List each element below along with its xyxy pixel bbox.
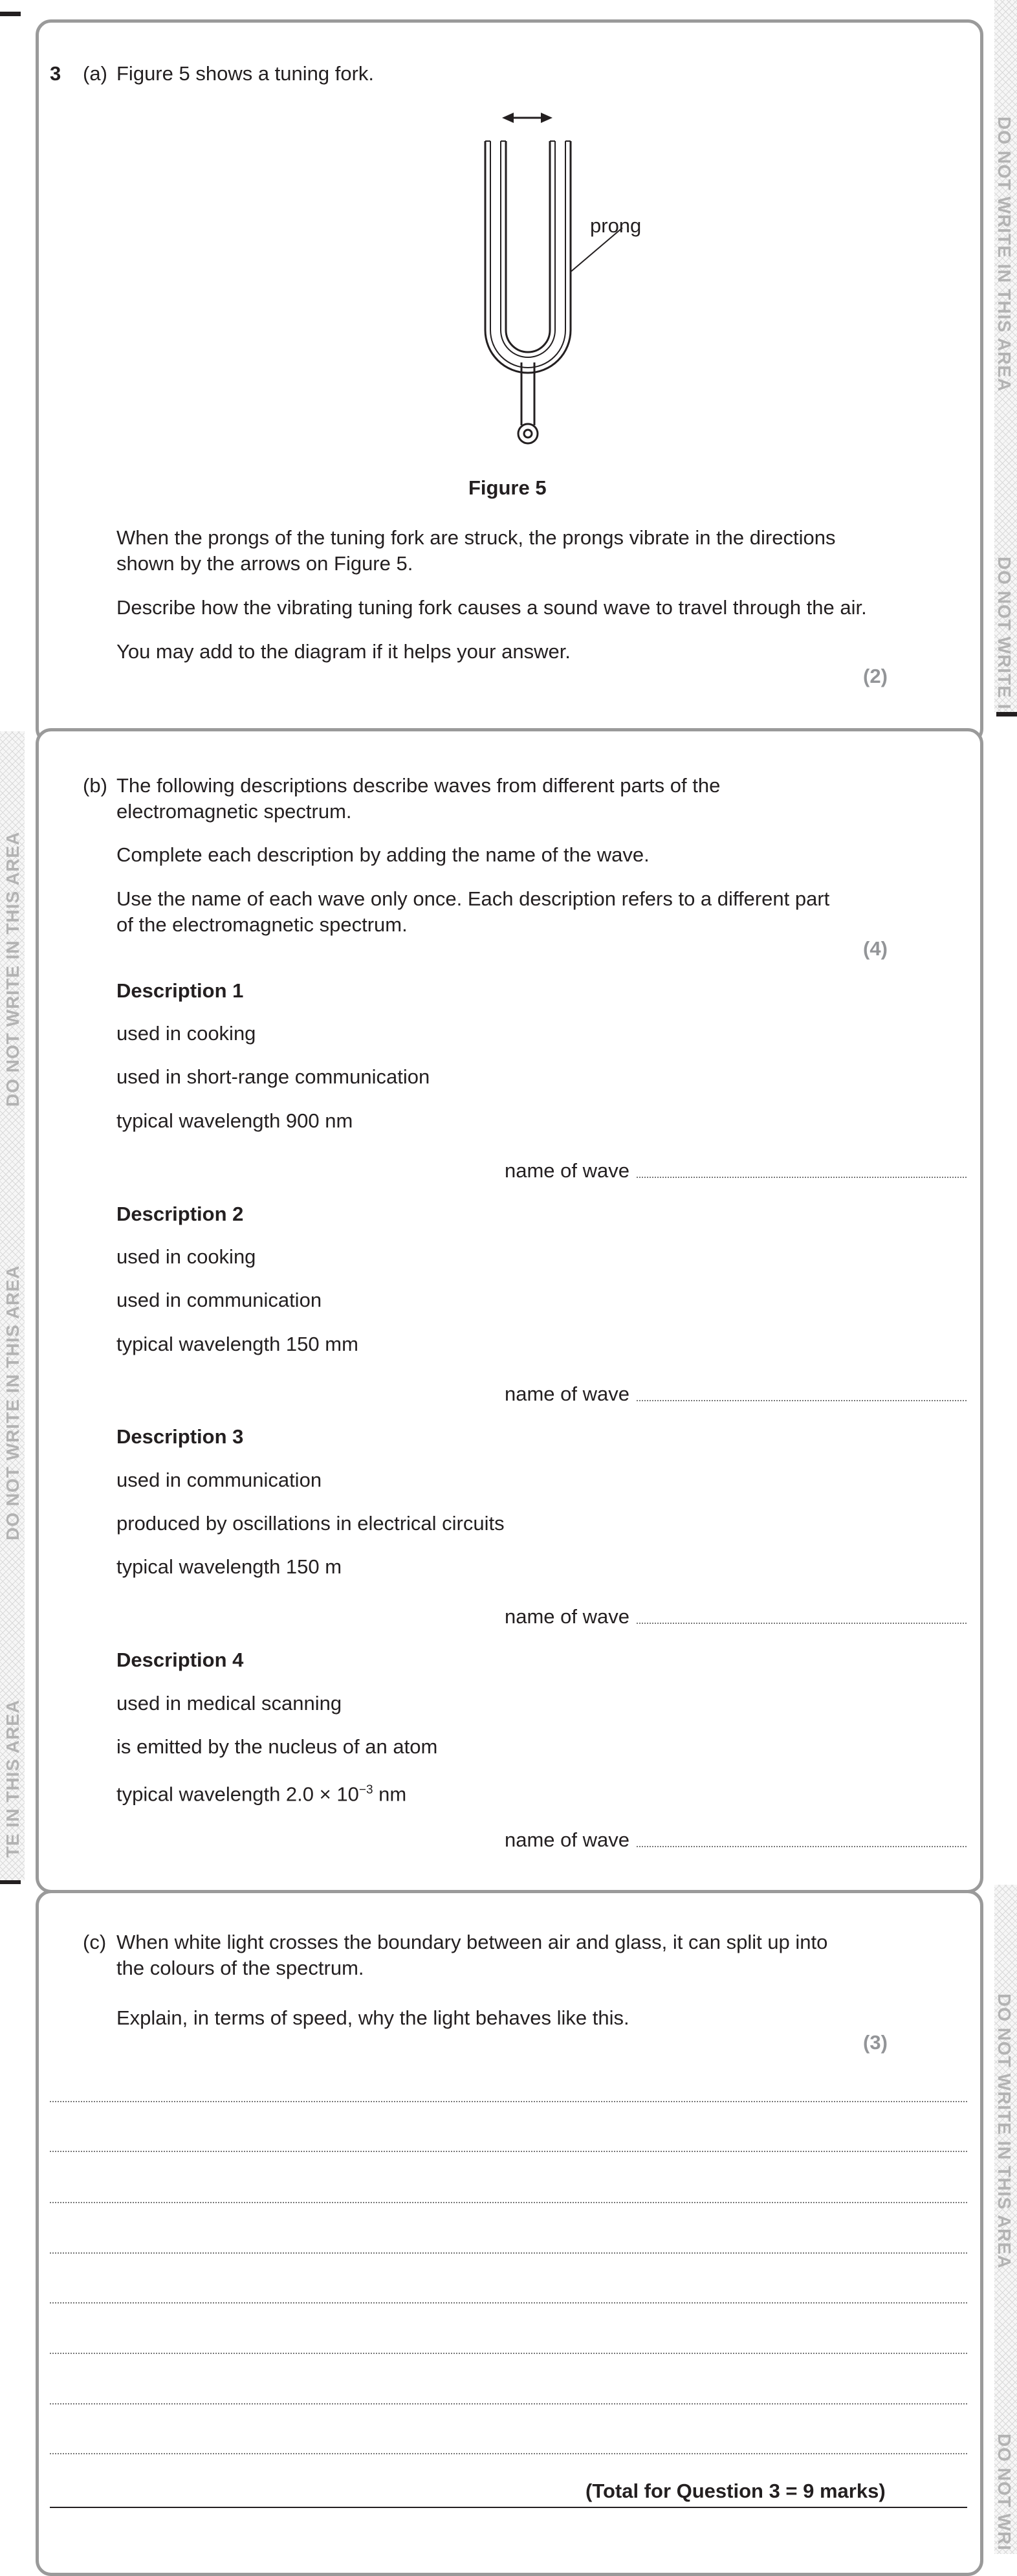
answer-line[interactable] — [50, 2353, 967, 2354]
margin-warning-left-2: DO NOT WRITE IN THIS AREA — [3, 1265, 23, 1540]
answer-line[interactable] — [50, 2202, 967, 2203]
tuning-fork-figure — [453, 104, 686, 453]
description-4-line: is emitted by the nucleus of an atom — [116, 1735, 438, 1758]
answer-line[interactable] — [50, 2302, 967, 2304]
description-3-line: typical wavelength 150 m — [116, 1555, 342, 1578]
question-total: (Total for Question 3 = 9 marks) — [585, 2480, 886, 2502]
figure-caption: Figure 5 — [468, 476, 547, 499]
wavelength-exponent: −3 — [358, 1783, 373, 1797]
margin-warning-left-3: TE IN THIS AREA — [3, 1699, 23, 1858]
corner-mark-mid-left — [0, 1880, 21, 1884]
part-a-para1-line2: shown by the arrows on Figure 5. — [116, 552, 413, 575]
wavelength-prefix: typical wavelength 2.0 × 10 — [116, 1782, 359, 1806]
description-3-line: produced by oscillations in electrical circuits — [116, 1512, 505, 1535]
part-c-marks: (3) — [863, 2031, 888, 2054]
name-of-wave-answer-line-4[interactable] — [637, 1846, 967, 1847]
part-b-instruction2-line1: Use the name of each wave only once. Each description refers to a different part — [116, 887, 830, 910]
description-3-line: used in communication — [116, 1469, 322, 1491]
part-a-marks: (2) — [863, 665, 888, 687]
name-of-wave-label-1: name of wave — [505, 1159, 629, 1182]
part-b-label: (b) — [83, 774, 107, 797]
part-a-para1-line1: When the prongs of the tuning fork are struck, the prongs vibrate in the directions — [116, 526, 836, 549]
description-2-title: Description 2 — [116, 1203, 244, 1225]
corner-mark-top-left — [0, 12, 21, 16]
name-of-wave-label-2: name of wave — [505, 1382, 629, 1405]
description-3-title: Description 3 — [116, 1425, 244, 1448]
margin-warning-left-1: DO NOT WRITE IN THIS AREA — [3, 831, 23, 1107]
description-1-title: Description 1 — [116, 979, 244, 1002]
margin-warning-right-3: DO NOT WRITE IN THIS AREA — [994, 1993, 1014, 2269]
name-of-wave-answer-line-1[interactable] — [637, 1177, 967, 1178]
part-b-instruction1: Complete each description by adding the name of the wave. — [116, 843, 650, 866]
answer-line[interactable] — [50, 2453, 967, 2454]
part-b-intro-line1: The following descriptions describe waves from different parts of the — [116, 774, 721, 797]
name-of-wave-label-4: name of wave — [505, 1828, 629, 1851]
part-a-para3: You may add to the diagram if it helps your answer. — [116, 640, 571, 663]
description-4-line: used in medical scanning — [116, 1692, 342, 1715]
name-of-wave-answer-line-2[interactable] — [637, 1400, 967, 1401]
answer-line[interactable] — [50, 2151, 967, 2152]
answer-line[interactable] — [50, 2252, 967, 2254]
margin-warning-right-4: DO NOT WRI — [994, 2434, 1014, 2551]
answer-line[interactable] — [50, 2101, 967, 2102]
question-number: 3 — [50, 62, 61, 85]
wavelength-unit: nm — [373, 1782, 407, 1806]
part-b-instruction2-line2: of the electromagnetic spectrum. — [116, 913, 408, 936]
part-a-intro: Figure 5 shows a tuning fork. — [116, 62, 375, 85]
vibration-arrow-icon — [502, 113, 552, 123]
corner-mark-mid-right — [996, 712, 1017, 716]
name-of-wave-answer-line-3[interactable] — [637, 1623, 967, 1624]
prong-label: prong — [590, 214, 642, 237]
description-2-line: used in communication — [116, 1289, 322, 1311]
description-4-title: Description 4 — [116, 1649, 244, 1671]
description-1-line: used in short-range communication — [116, 1065, 430, 1088]
part-b-intro-line2: electromagnetic spectrum. — [116, 800, 352, 823]
description-2-line: typical wavelength 150 mm — [116, 1333, 358, 1355]
part-a-label: (a) — [83, 62, 107, 85]
margin-warning-right-1: DO NOT WRITE IN THIS AREA — [994, 117, 1014, 392]
part-c-label: (c) — [83, 1931, 107, 1953]
description-2-line: used in cooking — [116, 1245, 256, 1268]
part-c-intro-line2: the colours of the spectrum. — [116, 1957, 364, 1979]
margin-warning-right-2: DO NOT WRITE I — [994, 557, 1014, 710]
name-of-wave-label-3: name of wave — [505, 1605, 629, 1628]
part-c-panel — [36, 1890, 983, 2576]
description-4-wavelength — [116, 1778, 406, 1806]
answer-line[interactable] — [50, 2403, 967, 2404]
description-1-line: used in cooking — [116, 1022, 256, 1045]
description-1-line: typical wavelength 900 nm — [116, 1109, 353, 1132]
total-rule — [50, 2507, 967, 2508]
part-c-intro-line1: When white light crosses the boundary between air and glass, it can split up into — [116, 1931, 828, 1953]
part-b-marks: (4) — [863, 937, 888, 960]
tuning-fork-icon — [485, 141, 622, 443]
part-c-instruction: Explain, in terms of speed, why the light behaves like this. — [116, 2006, 629, 2029]
part-a-para2: Describe how the vibrating tuning fork causes a sound wave to travel through the air. — [116, 596, 867, 619]
